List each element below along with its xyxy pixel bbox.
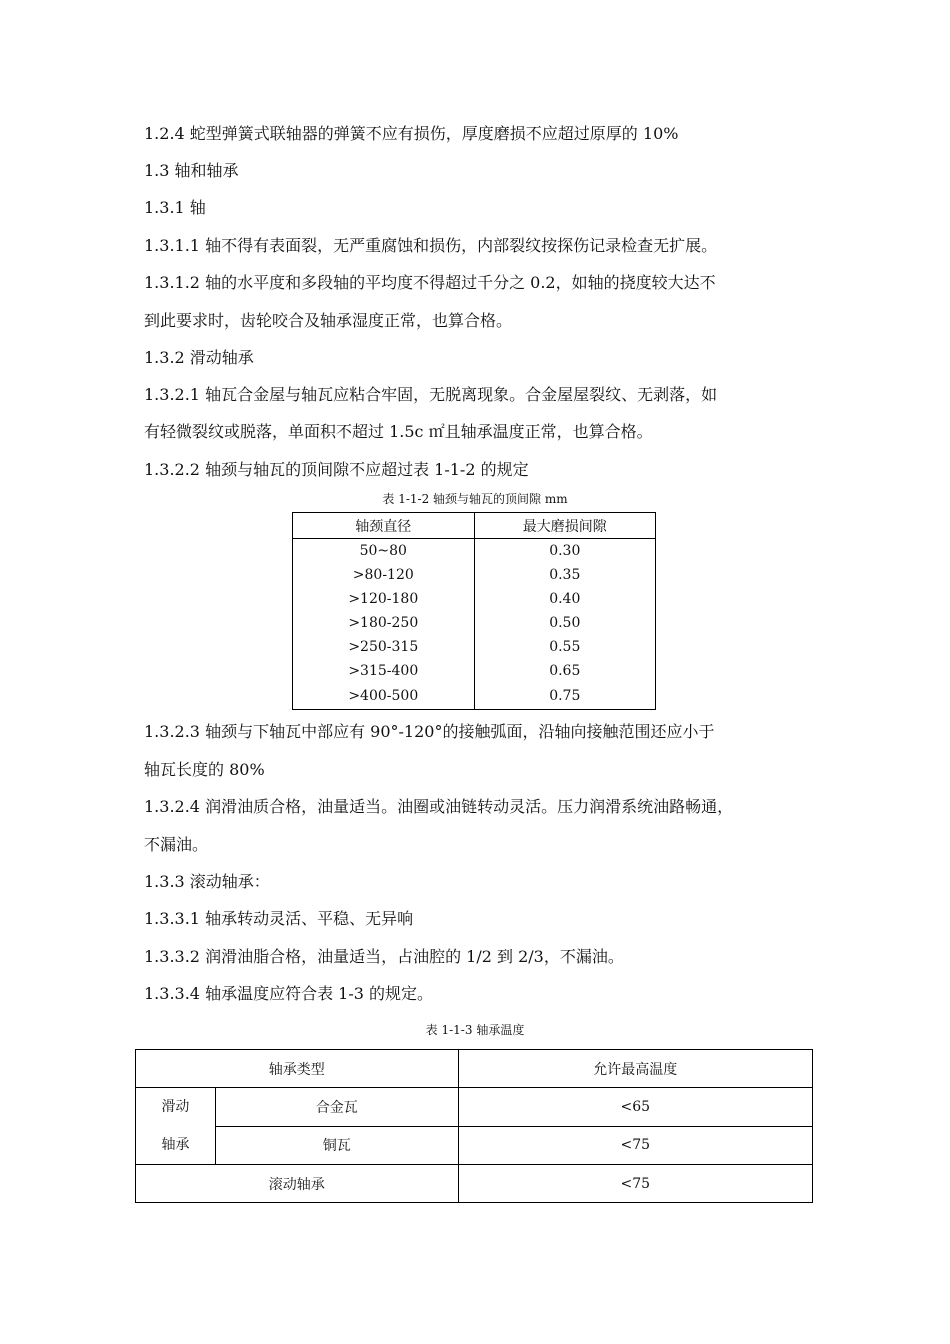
paragraph-1-3-2-3-line1: 1.3.2.3 轴颈与下轴瓦中部应有 90°-120°的接触弧面，沿轴向接触范围还应小于 [144, 722, 715, 741]
heading-1-3: 1.3 轴和轴承 [144, 161, 239, 180]
cell-max-temperature: <75 [458, 1165, 812, 1203]
cell-clearance: 0.50 [474, 611, 655, 635]
cell-diameter: >180-250 [293, 611, 475, 635]
table-row [293, 611, 656, 635]
group-sliding-bearing [136, 1088, 216, 1165]
table-row [293, 635, 656, 659]
cell-clearance: 0.75 [474, 683, 655, 710]
column-header-bearing-type: 轴承类型 [136, 1050, 459, 1088]
cell-diameter: >120-180 [293, 587, 475, 611]
table-header-row [293, 513, 656, 539]
paragraph-1-3-3-1: 1.3.3.1 轴承转动灵活、平稳、无异响 [144, 909, 414, 928]
cell-diameter: >315-400 [293, 659, 475, 683]
column-header-max-temperature: 允许最高温度 [458, 1050, 812, 1088]
cell-clearance: 0.65 [474, 659, 655, 683]
group-label-line2: 轴承 [161, 1137, 190, 1153]
table-1-1-3-caption: 表 1-1-3 轴承温度 [425, 1023, 525, 1037]
clearance-table [292, 512, 656, 710]
paragraph-1-3-3-2: 1.3.3.2 润滑油脂合格，油量适当，占油腔的 1/2 到 2/3，不漏油。 [144, 947, 624, 966]
cell-clearance: 0.55 [474, 635, 655, 659]
paragraph-1-3-2-4-line1: 1.3.2.4 润滑油质合格，油量适当。油圈或油链转动灵活。压力润滑系统油路畅通， [144, 797, 734, 816]
paragraph-1-3-2-4-line2: 不漏油。 [144, 835, 209, 854]
column-header-max-wear-clearance: 最大磨损间隙 [474, 513, 655, 539]
cell-diameter: 50~80 [293, 539, 475, 564]
bearing-temperature-table [135, 1049, 813, 1203]
heading-1-3-3: 1.3.3 滚动轴承： [144, 872, 270, 891]
table-row [293, 563, 656, 587]
paragraph-1-3-1-1: 1.3.1.1 轴不得有表面裂，无严重腐蚀和损伤，内部裂纹按探伤记录检查无扩展。 [144, 236, 718, 255]
table-row [136, 1088, 813, 1127]
table-row [293, 659, 656, 683]
table-row [136, 1165, 813, 1203]
paragraph-1-3-2-3-line2: 轴瓦长度的 80% [144, 760, 265, 779]
cell-diameter: >250-315 [293, 635, 475, 659]
table-row [136, 1126, 813, 1165]
paragraph-1-3-3-4: 1.3.3.4 轴承温度应符合表 1-3 的规定。 [144, 984, 434, 1003]
cell-max-temperature: <65 [458, 1088, 812, 1127]
table-row [293, 683, 656, 710]
cell-bearing-type: 铜瓦 [215, 1126, 458, 1165]
cell-clearance: 0.40 [474, 587, 655, 611]
cell-diameter: >80-120 [293, 563, 475, 587]
group-label-line1: 滑动 [161, 1099, 190, 1115]
heading-1-3-1: 1.3.1 轴 [144, 198, 206, 217]
table-1-1-2-caption: 表 1-1-2 轴颈与轴瓦的顶间隙 mm [382, 492, 568, 506]
cell-clearance: 0.35 [474, 563, 655, 587]
cell-bearing-type: 滚动轴承 [136, 1165, 459, 1203]
paragraph-1-3-2-1-line1: 1.3.2.1 轴瓦合金屋与轴瓦应粘合牢固，无脱离现象。合金屋屋裂纹、无剥落，如 [144, 385, 718, 404]
paragraph-1-3-1-2-line1: 1.3.1.2 轴的水平度和多段轴的平均度不得超过千分之 0.2，如轴的挠度较大达不 [144, 273, 716, 292]
table-row [293, 587, 656, 611]
paragraph-1-3-2-2: 1.3.2.2 轴颈与轴瓦的顶间隙不应超过表 1-1-2 的规定 [144, 460, 529, 479]
cell-bearing-type: 合金瓦 [215, 1088, 458, 1127]
cell-diameter: >400-500 [293, 683, 475, 710]
cell-clearance: 0.30 [474, 539, 655, 564]
paragraph-1-2-4: 1.2.4 蛇型弹簧式联轴器的弹簧不应有损伤，厚度磨损不应超过原厚的 10% [144, 124, 679, 143]
table-row [293, 539, 656, 564]
paragraph-1-3-2-1-line2: 有轻微裂纹或脱落，单面积不超过 1.5c ㎡且轴承温度正常，也算合格。 [144, 422, 653, 441]
table-header-row [136, 1050, 813, 1088]
column-header-journal-diameter: 轴颈直径 [293, 513, 475, 539]
heading-1-3-2: 1.3.2 滑动轴承 [144, 348, 254, 367]
paragraph-1-3-1-2-line2: 到此要求时，齿轮咬合及轴承湿度正常，也算合格。 [144, 311, 513, 330]
cell-max-temperature: <75 [458, 1126, 812, 1165]
